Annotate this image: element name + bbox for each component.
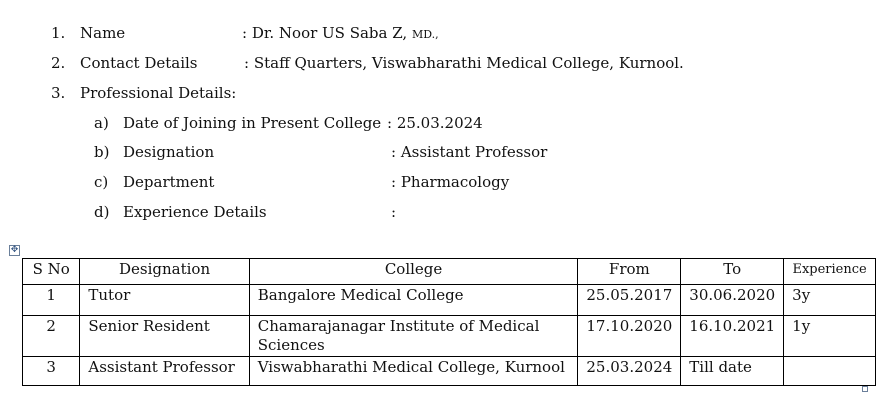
header-designation: Designation bbox=[80, 259, 249, 285]
table-row bbox=[23, 357, 876, 386]
cell-from: 17.10.2020 bbox=[578, 316, 681, 357]
table-row bbox=[23, 285, 876, 316]
professional-details-label: Professional Details: bbox=[80, 84, 237, 102]
date-of-joining-label: Date of Joining in Present College bbox=[123, 114, 382, 132]
header-to: To bbox=[681, 259, 784, 285]
sub-item-d-letter: d) bbox=[94, 203, 110, 221]
name-value bbox=[242, 24, 439, 44]
cell-sno: 3 bbox=[23, 357, 80, 386]
header-sno: S No bbox=[23, 259, 80, 285]
sub-item-b-letter: b) bbox=[94, 143, 110, 161]
table-header-row bbox=[23, 259, 876, 285]
designation-label: Designation bbox=[123, 143, 215, 161]
college-line: Bangalore Medical College bbox=[257, 286, 464, 304]
header-experience: Experience bbox=[784, 259, 876, 285]
cell-college bbox=[249, 285, 578, 316]
cell-experience: 1y bbox=[784, 316, 876, 357]
cell-designation: Assistant Professor bbox=[80, 357, 249, 386]
cell-college bbox=[249, 357, 578, 386]
item-1-number: 1. bbox=[51, 24, 66, 42]
cell-from: 25.03.2024 bbox=[578, 357, 681, 386]
item-2-number: 2. bbox=[51, 54, 66, 72]
name-label: Name bbox=[80, 24, 126, 42]
name-value-main: : Dr. Noor US Saba Z, bbox=[242, 24, 408, 42]
college-line: Chamarajanagar Institute of Medical bbox=[257, 317, 540, 335]
item-3-number: 3. bbox=[51, 84, 66, 102]
header-from: From bbox=[578, 259, 681, 285]
cell-sno: 2 bbox=[23, 316, 80, 357]
name-value-degree: MD., bbox=[411, 28, 439, 41]
cell-to: 30.06.2020 bbox=[681, 285, 784, 316]
date-of-joining-value: : 25.03.2024 bbox=[387, 114, 483, 132]
sub-item-c-letter: c) bbox=[94, 173, 109, 191]
college-line: Viswabharathi Medical College, Kurnool bbox=[257, 358, 565, 376]
cell-from: 25.05.2017 bbox=[578, 285, 681, 316]
cell-to: 16.10.2021 bbox=[681, 316, 784, 357]
cell-experience bbox=[784, 357, 876, 386]
sub-item-a-letter: a) bbox=[94, 114, 109, 132]
experience-details-value: : bbox=[391, 203, 397, 221]
contact-details-label: Contact Details bbox=[80, 54, 198, 72]
cell-college bbox=[249, 316, 578, 357]
table-resize-handle-icon[interactable] bbox=[862, 386, 868, 392]
department-value: : Pharmacology bbox=[391, 173, 510, 191]
table-move-handle-icon[interactable]: ✥ bbox=[10, 245, 19, 255]
designation-value: : Assistant Professor bbox=[391, 143, 548, 161]
experience-details-label: Experience Details bbox=[123, 203, 267, 221]
table-row bbox=[23, 316, 876, 357]
cell-to: Till date bbox=[681, 357, 784, 386]
cell-experience: 3y bbox=[784, 285, 876, 316]
cell-sno: 1 bbox=[23, 285, 80, 316]
department-label: Department bbox=[123, 173, 215, 191]
experience-table bbox=[22, 258, 876, 386]
cell-designation: Senior Resident bbox=[80, 316, 249, 357]
college-line: Sciences bbox=[257, 336, 325, 354]
header-college: College bbox=[249, 259, 578, 285]
contact-details-value: : Staff Quarters, Viswabharathi Medical College, Kurnool. bbox=[244, 54, 684, 72]
cell-designation: Tutor bbox=[80, 285, 249, 316]
